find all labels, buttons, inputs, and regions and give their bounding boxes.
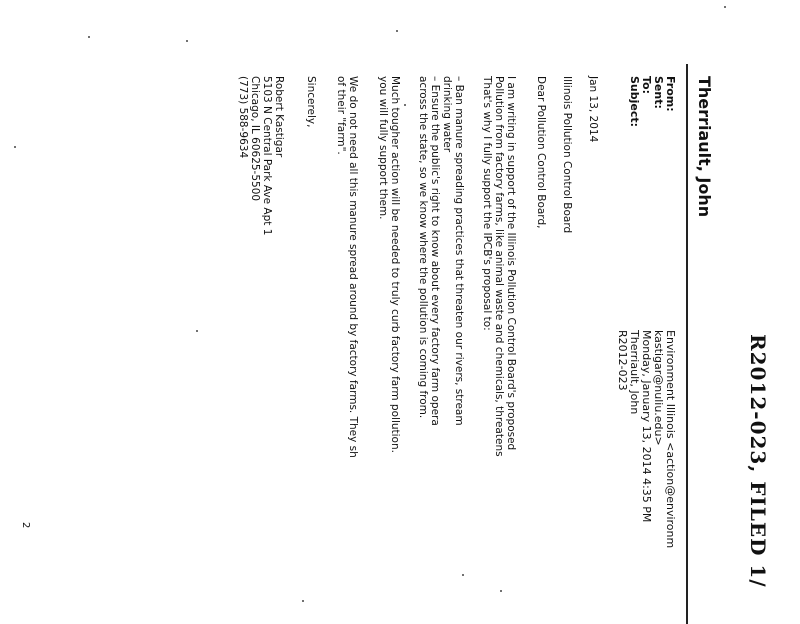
to-label: To: — [640, 76, 653, 94]
from-value-cont: kastigar@nuliu.edu> — [652, 330, 665, 446]
bullet-line: – Ban manure spreading practices that threaten our rivers, stream — [453, 76, 465, 426]
from-label: From: — [664, 76, 677, 112]
scan-speck — [196, 330, 198, 332]
from-value: Environment Illinois <action@environm — [664, 330, 677, 549]
letter-recipient: Illinois Pollution Control Board — [561, 76, 573, 234]
scan-speck — [724, 6, 726, 8]
signature-name: Robert Kastigar — [273, 76, 285, 158]
sent-label: Sent: — [652, 76, 665, 109]
header-rule — [686, 64, 688, 624]
paragraph-line: We do not need all this manure spread around by factory farms. They sh — [347, 76, 359, 458]
filing-stamp: R2012-023, FILED 1/ — [746, 334, 770, 588]
scan-speck — [462, 574, 464, 576]
letter-salutation: Dear Pollution Control Board, — [535, 76, 547, 229]
subject-label: Subject: — [628, 76, 641, 128]
scan-speck — [396, 30, 398, 32]
scan-speck — [14, 146, 16, 148]
letter-closing: Sincerely, — [305, 76, 317, 128]
to-value: Therriault, John — [628, 330, 641, 415]
bullet-line: drinking water — [441, 76, 453, 153]
scan-speck — [302, 600, 304, 602]
paragraph-line: That's why I fully support the IPCB's proposal to: — [481, 76, 493, 331]
letter-date: Jan 13, 2014 — [587, 76, 599, 143]
signature-city: Chicago, IL 60625-5500 — [249, 76, 261, 202]
paragraph-line: you will fully support them. — [377, 76, 389, 220]
subject-value: R2012-023 — [616, 330, 629, 391]
bullet-line: across the state, so we know where the pollution is coming from. — [417, 76, 429, 419]
scan-speck — [404, 104, 406, 106]
scan-speck — [500, 590, 502, 592]
paragraph-line: of their "farm". — [335, 76, 347, 155]
paragraph-line: I am writing in support of the Illinois Pollution Control Board's proposed — [505, 76, 517, 451]
sent-value: Monday, January 13, 2014 4:35 PM — [640, 330, 653, 523]
signature-address: 5103 N Central Park Ave Apt 1 — [261, 76, 273, 236]
bullet-line: – Ensure the public's right to know about every factory farm opera — [429, 76, 441, 426]
scan-speck — [186, 40, 188, 42]
paragraph-line: Much tougher action will be needed to truly curb factory farm pollution. — [389, 76, 401, 453]
signature-phone: (773) 588-9634 — [237, 76, 249, 159]
sender-name: Therriault, John — [695, 76, 714, 218]
page-number: 2 — [20, 522, 31, 529]
paragraph-line: Pollution from factory farms, like animal waste and chemicals, threatens — [493, 76, 505, 457]
scan-speck — [88, 36, 90, 38]
